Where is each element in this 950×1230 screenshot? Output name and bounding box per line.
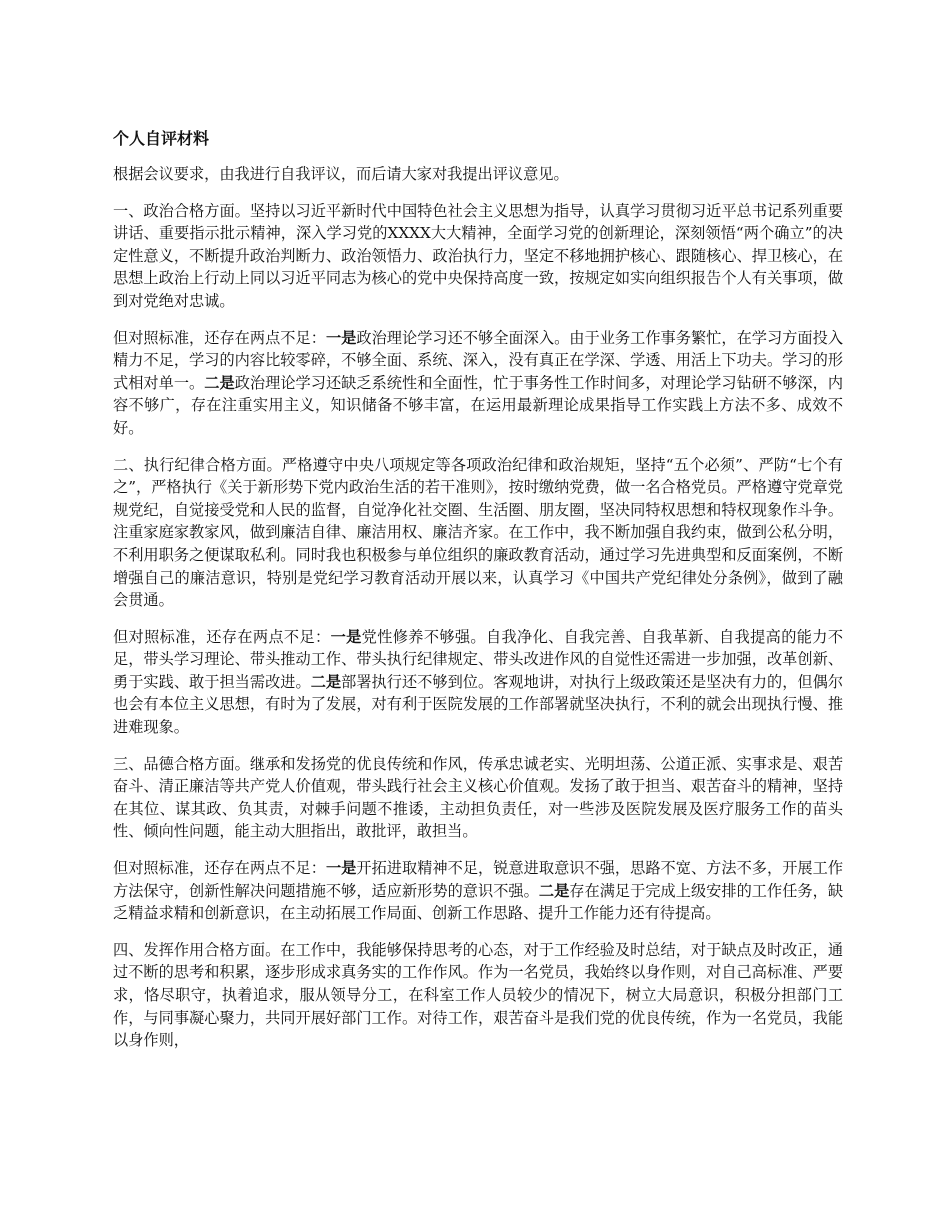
- point-one-text: 政治理论学习还不够全面深入。由于业务工作事务繁忙，在学习方面投入精力不足，学习的内容比较零碎，不够全面、系统、深入，没有真正在学深、学透、用活上下功夫。学习的形式相对单一。: [113, 328, 844, 392]
- point-two-marker: 二是: [538, 881, 570, 900]
- point-two-text: 存在满足于完成上级安排的工作任务，缺乏精益求精和创新意识，在主动拓展工作局面、创新工作思路、提升工作能力还有待提高。: [113, 881, 844, 923]
- shortcomings-lead: 但对照标准，还存在两点不足：: [113, 627, 331, 646]
- political-section-paragraph: 一、政治合格方面。坚持以习近平新时代中国特色社会主义思想为指导，认真学习贯彻习近平总书记系列重要讲话、重要指示批示精神，深入学习党的XXXX大大精神，全面学习党的创新理论，深刻领悟“两个确立”的决定性意义，不断提升政治判断力、政治领悟力、政治执行力，坚定不移地拥护核心、跟随核心、捍卫核心，在思想上政治上行动上同以习近平同志为核心的党中央保持高度一致，按规定如实向组织报告个人有关事项，做到对党绝对忠诚。: [113, 201, 843, 310]
- political-shortcomings-paragraph: [113, 327, 843, 440]
- point-one-marker: 一是: [330, 627, 362, 646]
- point-one-text: 党性修养不够强。自我净化、自我完善、自我革新、自我提高的能力不足，带头学习理论、带头推动工作、带头执行纪律规定、带头改进作风的自觉性还需进一步加强，改革创新、勇于实践、敢于担当需改进。: [113, 627, 844, 691]
- intro-paragraph: 根据会议要求，由我进行自我评议，而后请大家对我提出评议意见。: [113, 165, 569, 183]
- discipline-shortcomings-paragraph: [113, 626, 843, 739]
- point-two-marker: 二是: [310, 672, 342, 691]
- document-page: [113, 127, 843, 1065]
- point-two-text: 部署执行还不够到位。客观地讲，对执行上级政策还是坚决有力的，但偶尔也会有本位主义思想，有时为了发展，对有利于医院发展的工作部署就坚决执行，不利的就会出现执行慢、推进难现象。: [113, 672, 844, 737]
- shortcomings-lead: 但对照标准，还存在两点不足：: [113, 328, 326, 347]
- point-one-marker: 一是: [325, 328, 357, 347]
- role-section-paragraph: 四、发挥作用合格方面。在工作中，我能够保持思考的心态，对于工作经验及时总结，对于缺点及时改正，通过不断的思考和积累，逐步形成求真务实的工作作风。作为一名党员，我始终以身作则，对自己高标准、严要求，恪尽职守，执着追求，服从领导分工，在科室工作人员较少的情况下，树立大局意识，积极分担部门工作，与同事凝心聚力，共同开展好部门工作。对待工作，艰苦奋斗是我们党的优良传统，作为一名党员，我能以身作则，: [113, 940, 843, 1050]
- shortcomings-lead: 但对照标准，还存在两点不足：: [113, 859, 326, 878]
- point-two-text: 政治理论学习还缺乏系统性和全面性，忙于事务性工作时间多，对理论学习钻研不够深，内容不够广，存在注重实用主义，知识储备不够丰富，在运用最新理论成果指导工作实践上方法不多、成效不好。: [113, 373, 844, 437]
- point-one-text: 开拓进取精神不足，锐意进取意识不强，思路不宽、方法不多，开展工作方法保守，创新性解决问题措施不够，适应新形势的意识不强。: [113, 859, 844, 900]
- point-two-marker: 二是: [204, 373, 235, 392]
- discipline-section-paragraph: 二、执行纪律合格方面。严格遵守中央八项规定等各项政治纪律和政治规矩，坚持“五个必须”、严防“七个有之”，严格执行《关于新形势下党内政治生活的若干准则》，按时缴纳党费，做一名合格党员。严格遵守党章党规党纪，自觉接受党和人民的监督，自觉净化社交圈、生活圈、朋友圈，坚决同特权思想和特权现象作斗争。注重家庭家教家风，做到廉洁自律、廉洁用权、廉洁齐家。在工作中，我不断加强自我约束，做到公私分明，不利用职务之便谋取私利。同时我也积极参与单位组织的廉政教育活动，通过学习先进典型和反面案例，不断增强自己的廉洁意识，特别是党纪学习教育活动开展以来，认真学习《中国共产党纪律处分条例》，做到了融会贯通。: [113, 455, 843, 610]
- morality-shortcomings-paragraph: [113, 857, 843, 925]
- document-title: 个人自评材料: [113, 129, 210, 148]
- morality-section-paragraph: 三、品德合格方面。继承和发扬党的优良传统和作风，传承忠诚老实、光明坦荡、公道正派、实事求是、艰苦奋斗、清正廉洁等共产党人价值观，带头践行社会主义核心价值观。发扬了敢于担当、艰苦奋斗的精神，坚持在其位、谋其政、负其责，对棘手问题不推诿，主动担负责任，对一些涉及医院发展及医疗服务工作的苗头性、倾向性问题，能主动大胆指出，敢批评，敢担当。: [113, 754, 843, 841]
- point-one-marker: 一是: [325, 859, 357, 878]
